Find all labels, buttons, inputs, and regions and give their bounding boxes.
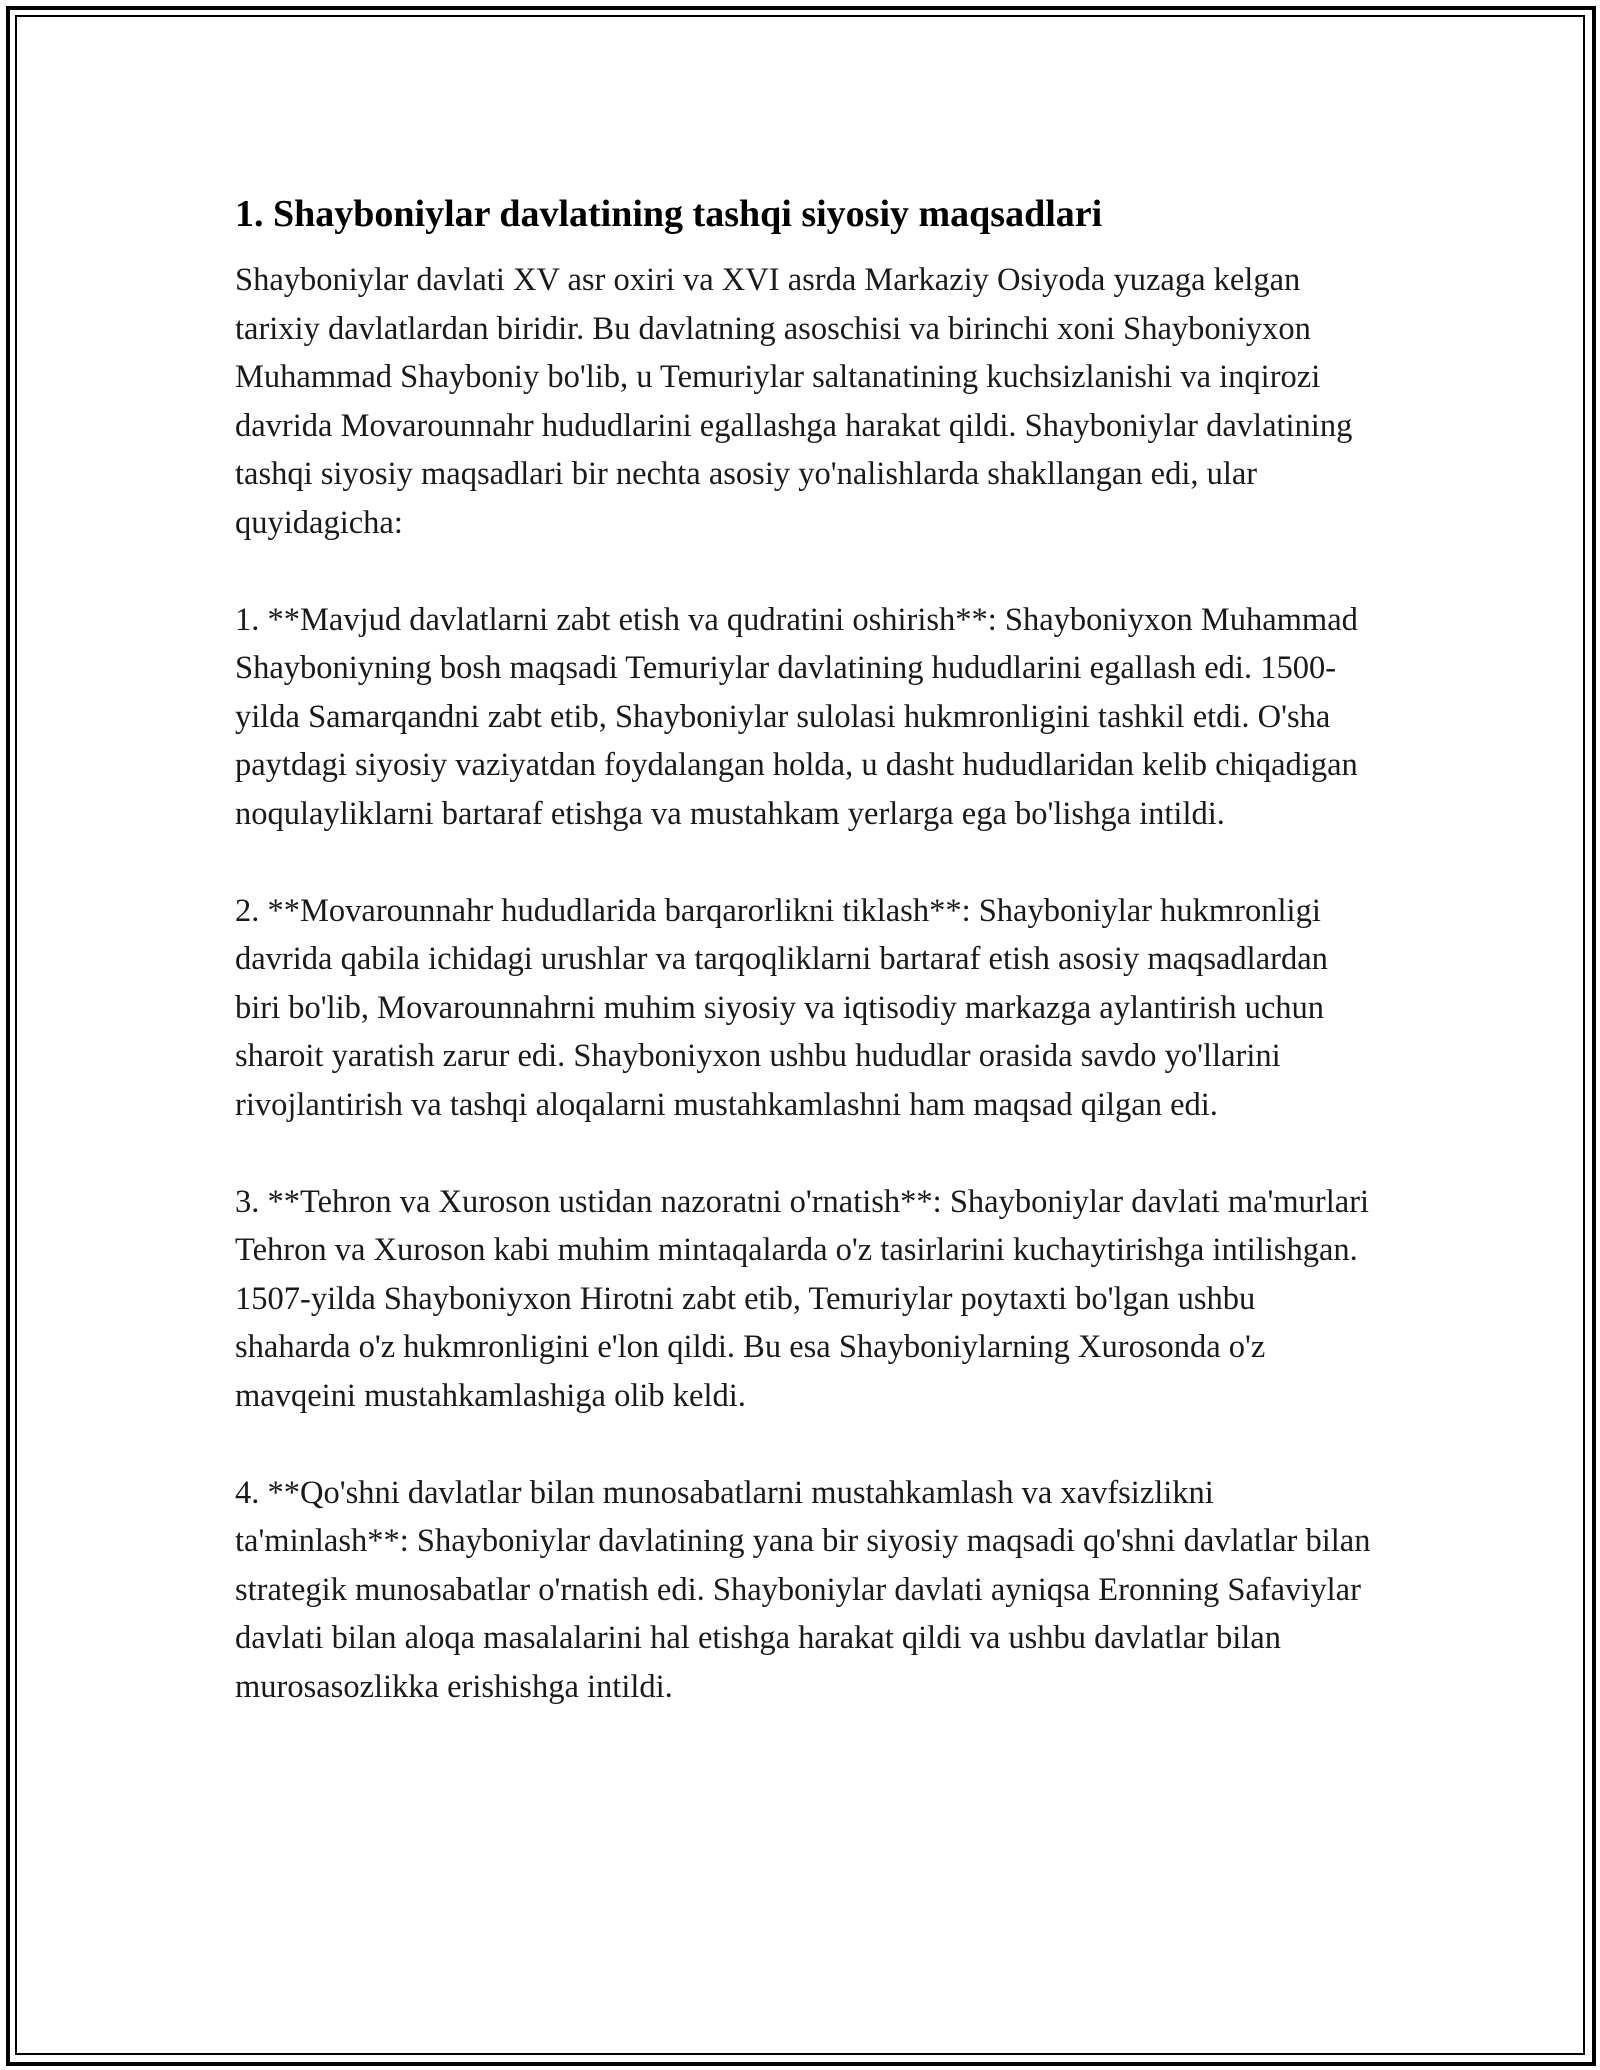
document-body: [235, 186, 1375, 1711]
point-3-paragraph: 3. **Tehron va Xuroson ustidan nazoratni o'rnatish**: Shayboniylar davlati ma'murlari Tehron va Xuroson kabi muhim mintaqalarda o'z tasirlarini kuchaytirishga intilishgan. 1507-yilda Shayboniyxon Hirotni zabt etib, Temuriylar poytaxti bo'lgan ushbu shaharda o'z hukmronligini e'lon qildi. Bu esa Shayboniylarning Xurosonda o'z mavqeini mustahkamlashiga olib keldi.: [235, 1183, 1370, 1414]
point-4-paragraph: 4. **Qo'shni davlatlar bilan munosabatlarni mustahkamlash va xavfsizlikni ta'minlash**: Shayboniylar davlatining yana bir siyosiy maqsadi qo'shni davlatlar bilan strategik munosabatlar o'rnatish edi. Shayboniylar davlati ayniqsa Eronning Safaviylar davlati bilan aloqa masalalarini hal etishga harakat qildi va ushbu davlatlar bilan murosasozlikka erishishga intildi.: [235, 1474, 1371, 1705]
point-2-paragraph: 2. **Movarounnahr hududlarida barqarorlikni tiklash**: Shayboniylar hukmronligi davrida qabila ichidagi urushlar va tarqoqliklarni bartaraf etish asosiy maqsadlardan biri bo'lib, Movarounnahrni muhim siyosiy va iqtisodiy markazga aylantirish uchun sharoit yaratish zarur edi. Shayboniyxon ushbu hududlar orasida savdo yo'llarini rivojlantirish va tashqi aloqalarni mustahkamlashni ham maqsad qilgan edi.: [235, 892, 1328, 1123]
intro-paragraph: Shayboniylar davlati XV asr oxiri va XVI asrda Markaziy Osiyoda yuzaga kelgan tarixiy davlatlardan biridir. Bu davlatning asoschisi va birinchi xoni Shayboniyxon Muhammad Shayboniy bo'lib, u Temuriylar saltanatining kuchsizlanishi va inqirozi davrida Movarounnahr hududlarini egallashga harakat qildi. Shayboniylar davlatining tashqi siyosiy maqsadlari bir nechta asosiy yo'nalishlarda shakllangan edi, ular quyidagicha:: [235, 262, 1353, 541]
section-heading: 1. Shayboniylar davlatining tashqi siyosiy maqsadlari: [235, 193, 1103, 235]
point-1-paragraph: 1. **Mavjud davlatlarni zabt etish va qudratini oshirish**: Shayboniyxon Muhammad Shayboniyning bosh maqsadi Temuriylar davlatining hududlarini egallash edi. 1500-yilda Samarqandni zabt etib, Shayboniylar sulolasi hukmronligini tashkil etdi. O'sha paytdagi siyosiy vaziyatdan foydalangan holda, u dasht hududlaridan kelib chiqadigan noqulayliklarni bartaraf etishga va mustahkam yerlarga ega bo'lishga intildi.: [235, 601, 1358, 832]
